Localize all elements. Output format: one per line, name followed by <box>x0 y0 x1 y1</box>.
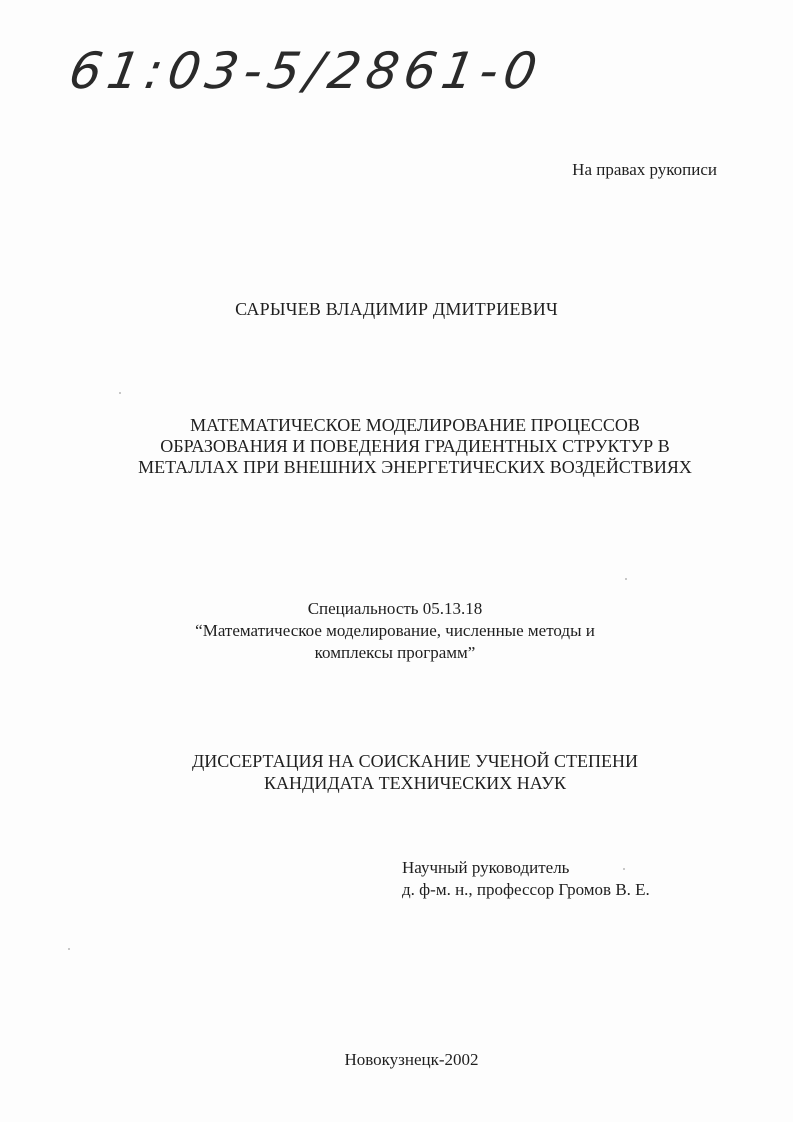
rights-note: На правах рукописи <box>572 160 717 179</box>
specialty-code: Специальность 05.13.18 <box>307 599 483 618</box>
scan-speck <box>68 948 70 950</box>
title-line: МЕТАЛЛАХ ПРИ ВНЕШНИХ ЭНЕРГЕТИЧЕСКИХ ВОЗДЕЙСТВИЯХ <box>138 457 692 477</box>
dissertation-title <box>100 415 730 478</box>
specialty-block <box>80 598 710 664</box>
scan-speck <box>119 392 121 394</box>
city-year: Новокузнецк-2002 <box>344 1050 479 1069</box>
title-line: МАТЕМАТИЧЕСКОЕ МОДЕЛИРОВАНИЕ ПРОЦЕССОВ <box>190 415 640 435</box>
archive-code-handwritten: 61:03-5/2861-0 <box>64 42 548 100</box>
title-line: ОБРАЗОВАНИЯ И ПОВЕДЕНИЯ ГРАДИЕНТНЫХ СТРУКТУР В <box>160 436 670 456</box>
specialty-name-line: “Математическое моделирование, численные методы и <box>195 621 595 640</box>
supervisor-name: д. ф-м. н., профессор Громов В. Е. <box>402 880 650 899</box>
specialty-name-line: комплексы программ” <box>314 643 476 662</box>
supervisor-label: Научный руководитель <box>402 858 570 877</box>
scan-speck <box>623 868 625 870</box>
degree-line: КАНДИДАТА ТЕХНИЧЕСКИХ НАУК <box>264 773 566 793</box>
scan-speck <box>625 578 627 580</box>
degree-statement <box>100 750 730 794</box>
supervisor-block <box>402 857 650 901</box>
degree-line: ДИССЕРТАЦИЯ НА СОИСКАНИЕ УЧЕНОЙ СТЕПЕНИ <box>191 751 639 771</box>
author-name: САРЫЧЕВ ВЛАДИМИР ДМИТРИЕВИЧ <box>235 299 558 319</box>
